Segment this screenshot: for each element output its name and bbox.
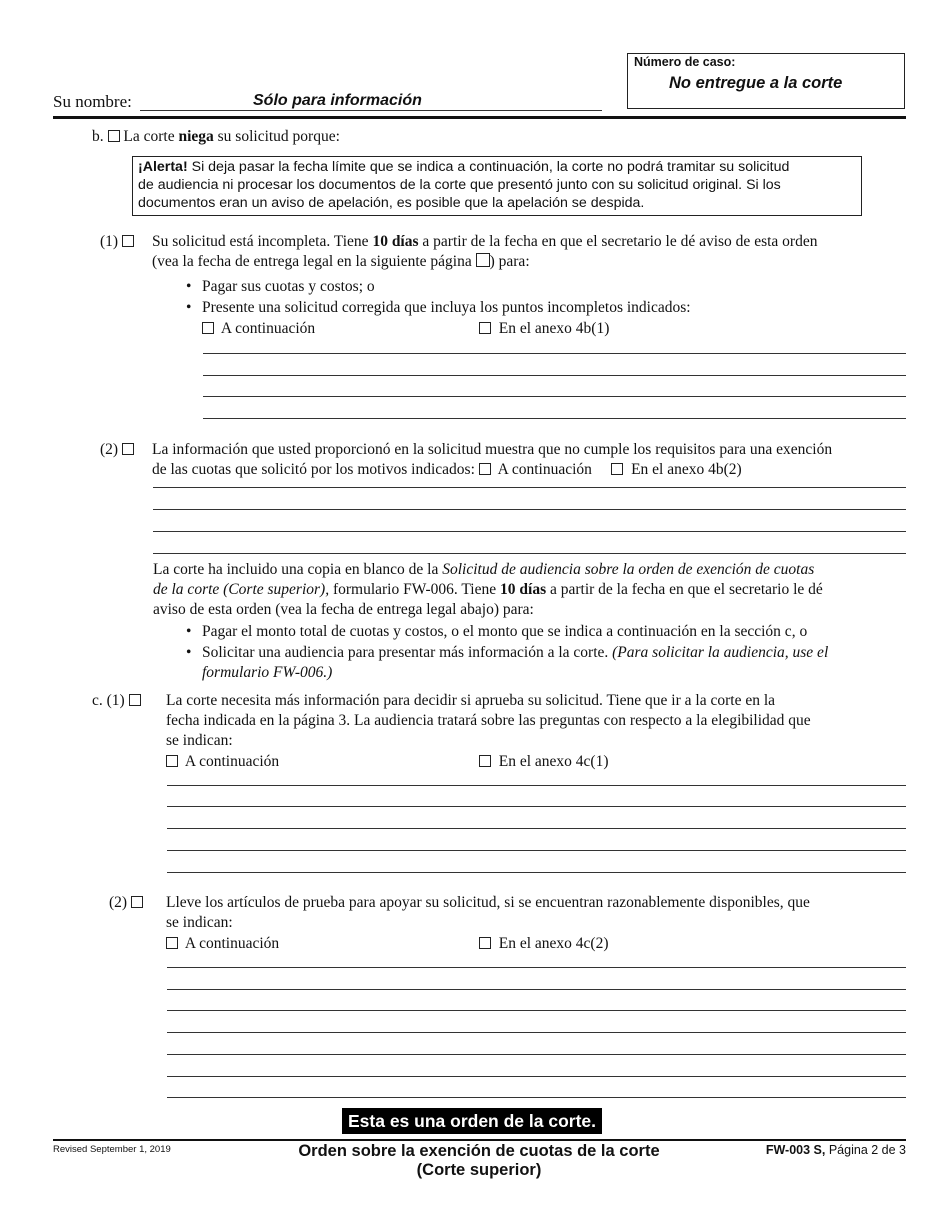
c2-writing-line[interactable] xyxy=(167,967,906,968)
c1-line2: fecha indicada en la página 3. La audiencia tratará sobre las preguntas con respecto a la elegibilidad que xyxy=(166,712,811,729)
c2-number-row xyxy=(109,893,143,913)
case-number-label: Número de caso: xyxy=(634,55,736,69)
b1-number: (1) xyxy=(100,233,119,250)
form-title-line-1: Orden sobre la exención de cuotas de la corte xyxy=(298,1142,660,1160)
b1-number-row xyxy=(100,232,134,252)
b2-writing-line[interactable] xyxy=(153,553,906,554)
b1-bullet-2-marker: • xyxy=(186,299,192,316)
c2-attach-label: En el anexo 4c(2) xyxy=(498,935,609,952)
c2-writing-line[interactable] xyxy=(167,989,906,990)
c1-line1: La corte necesita más información para decidir si aprueba su solicitud. Tiene que ir a la corte en la xyxy=(166,692,776,709)
c1-option-below xyxy=(166,752,279,772)
b1-option-attach xyxy=(479,319,609,339)
b2-bullet-1-marker: • xyxy=(186,623,192,640)
section-b-intro-pre: La corte xyxy=(123,128,179,145)
b2-line1: La información que usted proporcionó en la solicitud muestra que no cumple los requisitos para una exención xyxy=(152,441,833,458)
section-b-intro xyxy=(92,127,340,147)
c2-line2: se indican: xyxy=(166,914,233,931)
b1-below-label: A continuación xyxy=(220,320,316,337)
name-value[interactable]: Sólo para información xyxy=(253,92,422,109)
b2-line2: de las cuotas que solicitó por los motivos indicados: xyxy=(152,461,475,478)
b1-bullet-1: Pagar sus cuotas y costos; o xyxy=(202,278,375,295)
alert-line-1: Si deja pasar la fecha límite que se indica a continuación, la corte no podrá tramitar su solicitud xyxy=(187,159,790,175)
revised-date: Revised September 1, 2019 xyxy=(53,1144,171,1155)
c2-writing-line[interactable] xyxy=(167,1054,906,1055)
b2-attach-checkbox[interactable] xyxy=(611,463,623,475)
b2-para-l2-bold: 10 días xyxy=(500,581,547,598)
alert-title: ¡Alerta! xyxy=(138,159,188,175)
page-info: Página 2 de 3 xyxy=(825,1143,906,1157)
b1-attach-label: En el anexo 4b(1) xyxy=(498,320,610,337)
b2-para-l1-pre: La corte ha incluido una copia en blanco de la xyxy=(153,561,443,578)
c2-number: (2) xyxy=(109,894,128,911)
b1-below-checkbox[interactable] xyxy=(202,322,214,334)
b1-line1-post: a partir de la fecha en que el secretario le dé aviso de esta orden xyxy=(418,233,818,250)
c1-writing-line[interactable] xyxy=(167,828,906,829)
b2-writing-line[interactable] xyxy=(153,487,906,488)
c2-option-below xyxy=(166,934,279,954)
c1-below-checkbox[interactable] xyxy=(166,755,178,767)
b2-para-l2-italic: de la corte (Corte superior), xyxy=(153,581,330,598)
c2-writing-line[interactable] xyxy=(167,1010,906,1011)
section-b-letter: b. xyxy=(92,128,104,145)
c2-line1: Lleve los artículos de prueba para apoyar su solicitud, si se encuentran razonablemente disponibles, que xyxy=(166,894,810,911)
c1-line3: se indican: xyxy=(166,732,233,749)
c2-attach-checkbox[interactable] xyxy=(479,937,491,949)
b1-line1-bold: 10 días xyxy=(372,233,419,250)
c1-option-attach xyxy=(479,752,609,772)
b1-checkbox[interactable] xyxy=(122,235,134,247)
c2-writing-line[interactable] xyxy=(167,1032,906,1033)
b2-bullet-2-marker: • xyxy=(186,644,192,661)
c2-option-attach xyxy=(479,934,609,954)
c2-writing-line[interactable] xyxy=(167,1097,906,1098)
c1-number: (1) xyxy=(106,692,125,709)
c1-text xyxy=(166,691,912,751)
header-divider xyxy=(53,116,906,119)
name-label: Su nombre: xyxy=(53,92,132,111)
b1-text xyxy=(152,232,912,272)
c1-attach-label: En el anexo 4c(1) xyxy=(498,753,609,770)
c1-attach-checkbox[interactable] xyxy=(479,755,491,767)
b2-bullet-1: Pagar el monto total de cuotas y costos, o el monto que se indica a continuación en la sección c, o xyxy=(202,623,808,640)
b2-number: (2) xyxy=(100,441,119,458)
b1-line2-pre: (vea la fecha de entrega legal en la siguiente página xyxy=(152,253,476,270)
c2-below-checkbox[interactable] xyxy=(166,937,178,949)
b1-writing-line[interactable] xyxy=(203,353,906,354)
section-b-intro-bold: niega xyxy=(178,128,214,145)
c1-number-row xyxy=(92,691,141,711)
b2-bullet-2-l2-italic: formulario FW-006.) xyxy=(202,664,333,681)
case-number-box xyxy=(627,53,905,109)
alert-box xyxy=(132,156,862,216)
section-c-letter: c. xyxy=(92,692,103,709)
c1-writing-line[interactable] xyxy=(167,785,906,786)
name-underline xyxy=(140,110,602,111)
b2-paragraph xyxy=(153,560,913,620)
c2-writing-line[interactable] xyxy=(167,1076,906,1077)
court-order-banner: Esta es una orden de la corte. xyxy=(342,1108,602,1134)
form-code: FW-003 S, xyxy=(765,1143,826,1157)
b2-para-l1-italic: Solicitud de audiencia sobre la orden de exención de cuotas xyxy=(442,561,815,578)
b2-para-l3: aviso de esta orden (vea la fecha de entrega legal abajo) para: xyxy=(153,601,534,618)
b2-bullet-2 xyxy=(202,643,912,683)
alert-line-3: documentos eran un aviso de apelación, es posible que la apelación se despida. xyxy=(138,195,645,211)
c1-writing-line[interactable] xyxy=(167,850,906,851)
c2-below-label: A continuación xyxy=(184,935,280,952)
c2-text xyxy=(166,893,912,933)
b1-bullet-1-marker: • xyxy=(186,278,192,295)
page-number xyxy=(766,1143,906,1157)
b2-writing-line[interactable] xyxy=(153,509,906,510)
b2-bullet-2-italic: (Para solicitar la audiencia, use el xyxy=(612,644,829,661)
b2-below-checkbox[interactable] xyxy=(479,463,491,475)
c1-checkbox[interactable] xyxy=(129,694,141,706)
b2-number-row xyxy=(100,440,134,460)
b2-attach-label: En el anexo 4b(2) xyxy=(631,461,742,478)
c2-checkbox[interactable] xyxy=(131,896,143,908)
b1-line2-post: ) para: xyxy=(489,253,530,270)
section-b-intro-post: su solicitud porque: xyxy=(213,128,340,145)
b2-below-label: A continuación xyxy=(497,461,592,478)
b2-checkbox[interactable] xyxy=(122,443,134,455)
b1-line1-pre: Su solicitud está incompleta. Tiene xyxy=(152,233,373,250)
c1-writing-line[interactable] xyxy=(167,806,906,807)
b1-next-page-checkbox[interactable] xyxy=(476,253,490,267)
c1-writing-line[interactable] xyxy=(167,872,906,873)
b2-text xyxy=(152,440,912,480)
footer-divider xyxy=(53,1139,906,1141)
b1-writing-line[interactable] xyxy=(203,396,906,397)
form-title xyxy=(240,1142,718,1180)
b2-para-l2-post: a partir de la fecha en que el secretario le dé xyxy=(546,581,823,598)
b2-para-l2-mid: formulario FW-006. Tiene xyxy=(329,581,501,598)
c1-below-label: A continuación xyxy=(184,753,280,770)
b1-bullet-2: Presente una solicitud corregida que incluya los puntos incompletos indicados: xyxy=(202,299,691,316)
form-title-line-2: (Corte superior) xyxy=(416,1161,542,1179)
b1-attach-checkbox[interactable] xyxy=(479,322,491,334)
b2-writing-line[interactable] xyxy=(153,531,906,532)
b2-bullet-2-pre: Solicitar una audiencia para presentar más información a la corte. xyxy=(202,644,613,661)
section-b-checkbox[interactable] xyxy=(108,130,120,142)
case-number-value[interactable]: No entregue a la corte xyxy=(669,74,843,92)
b1-option-below xyxy=(202,319,315,339)
alert-line-2: de audiencia ni procesar los documentos de la corte que presentó junto con su solicitud original. Si los xyxy=(138,177,781,193)
b1-writing-line[interactable] xyxy=(203,375,906,376)
b1-writing-line[interactable] xyxy=(203,418,906,419)
